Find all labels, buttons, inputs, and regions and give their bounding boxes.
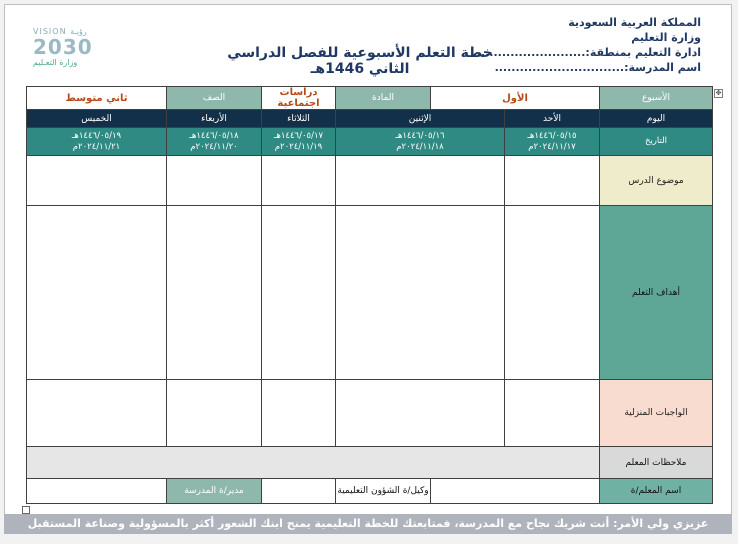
info-row	[27, 87, 713, 110]
lesson-topic-cell[interactable]	[336, 156, 505, 206]
kingdom-name: المملكة العربية السعودية	[568, 16, 701, 29]
homework-row	[27, 380, 713, 447]
homework-cell[interactable]	[167, 380, 262, 447]
date-cell	[336, 128, 505, 156]
hijri-date: ١٤٤٦/٠٥/١٦هـ	[395, 130, 445, 141]
subject-label: المادة	[336, 87, 431, 110]
homework-label: الواجبات المنزلية	[600, 380, 713, 447]
deputy-cell[interactable]	[262, 479, 336, 504]
grade-value[interactable]: ثاني متوسط	[27, 87, 167, 110]
day-cell: الثلاثاء	[262, 110, 336, 128]
gregorian-date: ٢٠٢٤/١١/١٧م	[528, 141, 576, 152]
header-block	[472, 15, 701, 75]
teacher-name-label: اسم المعلم/ة	[600, 479, 713, 504]
parent-message-footer: عزيزي ولي الأمر: أنت شريك نجاح مع المدرسة، فمتابعتك للخطة التعليمية يمنح ابنك الشعور أكثر بالمسؤولية وصناعة المستقبل	[4, 514, 732, 534]
vision-logo-line1: VISION رؤيـة	[33, 27, 87, 36]
week-label: الأسبوع	[600, 87, 713, 110]
lesson-topic-label: موضوع الدرس	[600, 156, 713, 206]
gregorian-date: ٢٠٢٤/١١/٢١م	[72, 141, 121, 152]
learning-goals-cell[interactable]	[262, 206, 336, 380]
gregorian-date: ٢٠٢٤/١١/٢٠م	[190, 141, 238, 152]
lesson-topic-cell[interactable]	[505, 156, 600, 206]
gregorian-date: ٢٠٢٤/١١/١٩م	[274, 141, 323, 152]
learning-goals-cell[interactable]	[505, 206, 600, 380]
signatures-row	[27, 479, 713, 504]
day-cell: الأربعاء	[167, 110, 262, 128]
day-label: اليوم	[600, 110, 713, 128]
date-label: التاريخ	[600, 128, 713, 156]
vision-2030-logo	[33, 27, 113, 87]
homework-cell[interactable]	[336, 380, 505, 447]
date-cell	[27, 128, 167, 156]
lesson-topic-cell[interactable]	[262, 156, 336, 206]
date-cell	[167, 128, 262, 156]
day-cell: الأحد	[505, 110, 600, 128]
day-row	[27, 110, 713, 128]
homework-cell[interactable]	[262, 380, 336, 447]
teacher-notes-cell[interactable]	[27, 447, 600, 479]
lesson-topic-cell[interactable]	[27, 156, 167, 206]
date-row	[27, 128, 713, 156]
learning-goals-cell[interactable]	[27, 206, 167, 380]
lesson-topic-row	[27, 156, 713, 206]
date-cell	[505, 128, 600, 156]
hijri-date: ١٤٤٦/٠٥/١٨هـ	[189, 130, 239, 141]
vision-logo-line3: وزارة التعـليم	[33, 58, 78, 67]
teacher-notes-row	[27, 447, 713, 479]
learning-goals-cell[interactable]	[167, 206, 262, 380]
day-cell: الخميس	[27, 110, 167, 128]
learning-goals-row	[27, 206, 713, 380]
principal-label: مدير/ة المدرسة	[167, 479, 262, 504]
grade-label: الصف	[167, 87, 262, 110]
vision-logo-line2: 2030	[33, 35, 93, 59]
homework-cell[interactable]	[27, 380, 167, 447]
region-field[interactable]: ادارة التعليم بمنطقة:...........................	[472, 46, 701, 59]
table-resize-handle-icon[interactable]	[22, 506, 30, 514]
date-cell	[262, 128, 336, 156]
gregorian-date: ٢٠٢٤/١١/١٨م	[396, 141, 444, 152]
weekly-plan-table	[26, 86, 713, 504]
deputy-label: وكيل/ة الشؤون التعليمية	[336, 479, 431, 504]
week-value[interactable]: الأول	[431, 87, 600, 110]
teacher-name-cell[interactable]	[431, 479, 600, 504]
lesson-topic-cell[interactable]	[167, 156, 262, 206]
learning-goals-label: أهداف التعلم	[600, 206, 713, 380]
ministry-name: وزارة التعليم	[631, 31, 701, 44]
day-cell: الإثنين	[336, 110, 505, 128]
principal-cell[interactable]	[27, 479, 167, 504]
learning-goals-cell[interactable]	[336, 206, 505, 380]
hijri-date: ١٤٤٦/٠٥/١٧هـ	[273, 130, 324, 141]
subject-value[interactable]: دراسات اجتماعية	[262, 87, 336, 110]
hijri-date: ١٤٤٦/٠٥/١٩هـ	[71, 130, 122, 141]
school-field[interactable]: اسم المدرسة:...............................	[494, 61, 701, 74]
teacher-notes-label: ملاحظات المعلم	[600, 447, 713, 479]
homework-cell[interactable]	[505, 380, 600, 447]
page-title: خطة التعلم الأسبوعية للفصل الدراسي الثاني 1446هـ	[227, 45, 493, 77]
table-move-handle-icon[interactable]: ✥	[715, 89, 722, 97]
hijri-date: ١٤٤٦/٠٥/١٥هـ	[527, 130, 577, 141]
